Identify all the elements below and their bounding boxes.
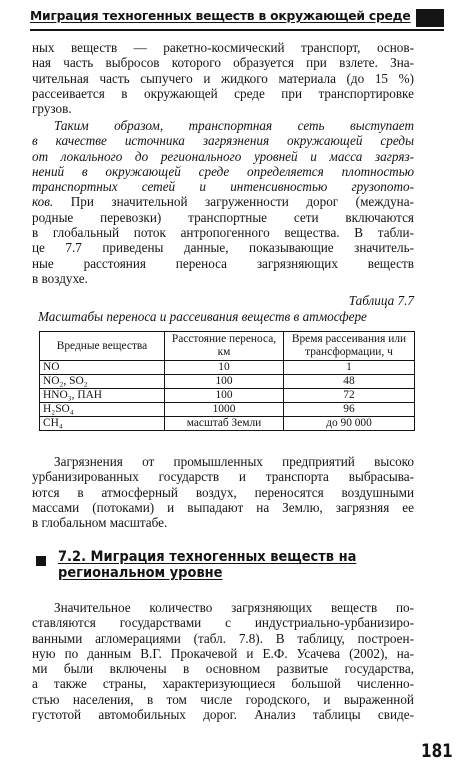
text-line: в глобальный поток антропогенного вещества. В табли- — [32, 225, 414, 241]
table-cell-distance: 100 — [165, 389, 284, 403]
table-header-cell: Вредные вещества — [40, 332, 165, 361]
table-cell-substance: NO — [40, 361, 165, 375]
text-line: в качестве источника загрязнения окружающей среды — [32, 133, 414, 149]
text-line: це 7.7 приведены данные, показывающие значитель- — [32, 240, 414, 256]
text-line: ных веществ — ракетно-космический транспорт, основ- — [32, 40, 414, 55]
text-fragment-italic: ков. — [32, 194, 54, 210]
table-cell-substance: HNO₃, ПАН — [40, 389, 165, 403]
table-cell-distance: 10 — [165, 361, 284, 375]
text-line: рассеивается в окружающей среде при транспортировке — [32, 85, 414, 101]
text-line: ная часть выбросов которого образуется при взлете. Зна- — [32, 55, 414, 71]
table-cell-time: 48 — [284, 375, 415, 389]
table-row — [40, 389, 415, 403]
table-header-cell: Расстояние переноса, км — [165, 332, 284, 361]
table-row — [40, 417, 415, 431]
text-line: ми были включены в основном развитые государства, — [32, 661, 414, 677]
table-cell-distance: масштаб Земли — [165, 417, 284, 431]
text-fragment: При значительной загруженности дорог (междуна- — [53, 194, 414, 210]
text-line: Значительное количество загрязняющих веществ по- — [54, 600, 414, 615]
text-line: ные расстояния переноса загрязняющих веществ — [32, 255, 414, 271]
text-line: родные перевозки) транспортные сети включаются — [32, 209, 414, 225]
table-header-row — [40, 332, 415, 361]
text-line: ются в атмосферный воздух, переносятся воздушными — [32, 484, 414, 500]
section-bullet-square — [36, 556, 46, 566]
text-line: густотой автомобильных дорог. Анализ таблицы свиде- — [32, 707, 414, 723]
section-title: 7.2. Миграция техногенных веществ на региональном уровне — [58, 549, 357, 581]
paragraph-1 — [32, 40, 414, 116]
text-line-mixed — [32, 194, 414, 209]
table-number: Таблица 7.7 — [348, 293, 414, 308]
paragraph-3 — [32, 454, 414, 530]
text-line: ставляются государствами с индустриально-урбанизиро- — [32, 615, 414, 631]
text-line: от локального до регионального уровней и масса загряз- — [32, 148, 414, 164]
text-line: урбанизированных государств и транспорта выбрасыва- — [32, 469, 414, 485]
table-cell-distance: 100 — [165, 375, 284, 389]
text-line: Загрязнения от промышленных предприятий высоко — [54, 454, 414, 469]
header-black-block — [416, 9, 444, 27]
pollutant-transport-table — [39, 331, 415, 431]
running-header — [30, 9, 444, 31]
text-line: а также страны, характеризующиеся большой численно- — [32, 676, 414, 692]
text-line: в воздухе. — [32, 270, 88, 286]
paragraph-4 — [32, 600, 414, 722]
text-line: транспортных сетей и интенсивностью грузопото- — [32, 179, 414, 195]
text-line: Таким образом, транспортная сеть выступает — [54, 118, 414, 133]
text-line: массами (потоками) и выпадают на Землю, загрязняя ее — [32, 499, 414, 515]
table-cell-substance: H₂SO₄ — [40, 403, 165, 417]
table-cell-time: 1 — [284, 361, 415, 375]
text-line: чительная часть сыпучего и жидкого материала (до 15 %) — [32, 70, 414, 86]
table-cell-time: до 90 000 — [284, 417, 415, 431]
table-cell-time: 96 — [284, 403, 415, 417]
table-row — [40, 361, 415, 375]
running-header-title: Миграция техногенных веществ в окружающей среде — [30, 9, 411, 23]
table-cell-substance: NO₂, SO₂ — [40, 375, 165, 389]
text-line: ную по данным В.Г. Прокачевой и Е.Ф. Усачева (2002), на- — [32, 645, 414, 661]
table-cell-substance: CH₄ — [40, 417, 165, 431]
text-line: в глобальном масштабе. — [32, 515, 168, 531]
table-title: Масштабы переноса и рассеивания веществ в атмосфере — [38, 309, 367, 324]
table-cell-time: 72 — [284, 389, 415, 403]
table-header-cell: Время рассеивания или трансформации, ч — [284, 332, 415, 361]
text-line: грузов. — [32, 101, 72, 117]
paragraph-2 — [32, 118, 414, 286]
text-line: нений в окружающей среде определяется плотностью — [32, 163, 414, 179]
table-row — [40, 403, 415, 417]
text-line: ванными агломерациями (табл. 7.8). В таблицу, построен- — [32, 630, 414, 646]
table-cell-distance: 1000 — [165, 403, 284, 417]
page-number: 181 — [421, 740, 453, 762]
text-line: стью населения, в том числе городского, и выраженной — [32, 691, 414, 707]
table-row — [40, 375, 415, 389]
